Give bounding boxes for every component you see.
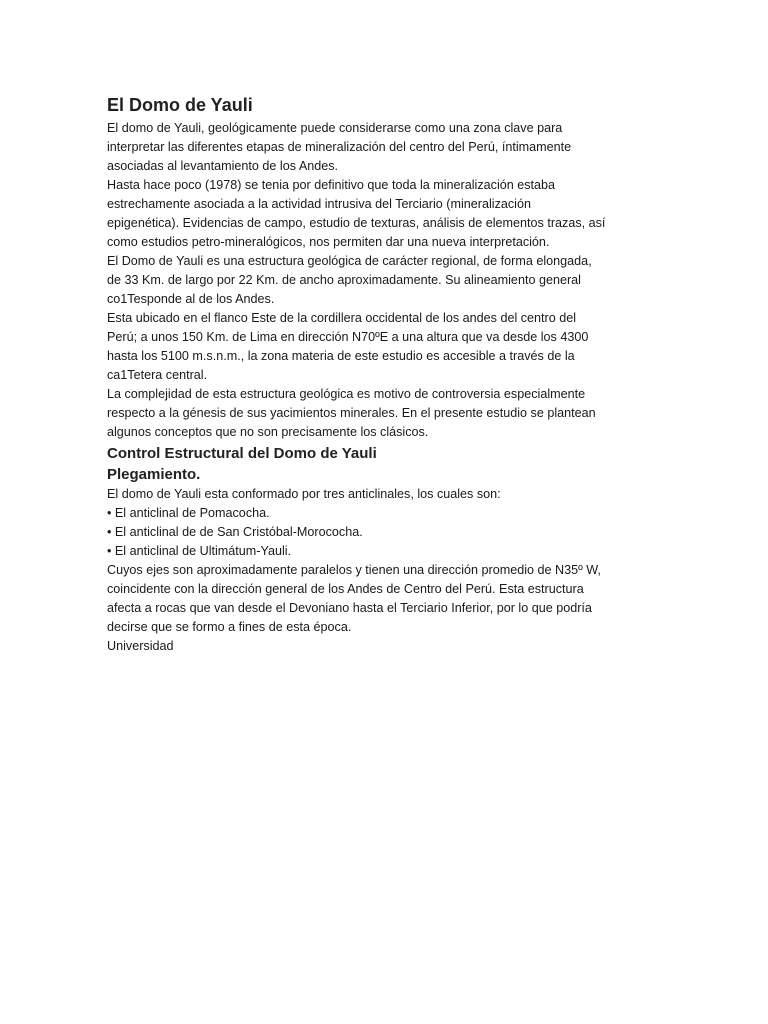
section-heading: Control Estructural del Domo de Yauli: [107, 445, 377, 462]
text-line: coincidente con la dirección general de los Andes de Centro del Perú. Esta estructura: [107, 582, 584, 596]
text-line: respecto a la génesis de sus yacimientos minerales. En el presente estudio se plantean: [107, 406, 596, 420]
text-line: Esta ubicado en el flanco Este de la cordillera occidental de los andes del centro del: [107, 311, 577, 325]
document-title: El Domo de Yauli: [107, 95, 253, 115]
text-line: ca1Tetera central.: [107, 368, 208, 382]
text-line: Universidad: [107, 639, 174, 653]
text-line: de 33 Km. de largo por 22 Km. de ancho aproximadamente. Su alineamiento general: [107, 273, 581, 287]
text-line: hasta los 5100 m.s.n.m., la zona materia de este estudio es accesible a través de la: [107, 349, 575, 363]
text-line: interpretar las diferentes etapas de mineralización del centro del Perú, íntimamente: [107, 140, 572, 154]
text-line: El Domo de Yauli es una estructura geológica de carácter regional, de forma elongada,: [107, 254, 592, 268]
text-line: epigenética). Evidencias de campo, estudio de texturas, análisis de elementos trazas, así: [107, 216, 606, 230]
subsection-heading: Plegamiento.: [107, 466, 201, 483]
text-line: afecta a rocas que van desde el Devoniano hasta el Terciario Inferior, por lo que podría: [107, 601, 592, 615]
text-line: El domo de Yauli, geológicamente puede considerarse como una zona clave para: [107, 121, 563, 135]
text-line: algunos conceptos que no son precisamente los clásicos.: [107, 425, 429, 439]
bullet-item: • El anticlinal de Pomacocha.: [107, 506, 270, 520]
document-page: [107, 93, 655, 656]
folding-body: [107, 485, 655, 656]
text-line: asociadas al levantamiento de los Andes.: [107, 159, 339, 173]
text-line: El domo de Yauli esta conformado por tres anticlinales, los cuales son:: [107, 487, 501, 501]
text-line: co1Tesponde al de los Andes.: [107, 292, 275, 306]
bullet-item: • El anticlinal de Ultimátum-Yauli.: [107, 544, 292, 558]
bullet-item: • El anticlinal de de San Cristóbal-Morococha.: [107, 525, 363, 539]
text-line: estrechamente asociada a la actividad intrusiva del Terciario (mineralización: [107, 197, 531, 211]
text-line: como estudios petro-mineralógicos, nos permiten dar una nueva interpretación.: [107, 235, 550, 249]
text-line: decirse que se formo a fines de esta época.: [107, 620, 352, 634]
text-line: La complejidad de esta estructura geológica es motivo de controversia especialmente: [107, 387, 586, 401]
intro-body: [107, 119, 655, 442]
text-line: Cuyos ejes son aproximadamente paralelos y tienen una dirección promedio de N35º W,: [107, 563, 601, 577]
text-line: Hasta hace poco (1978) se tenia por definitivo que toda la mineralización estaba: [107, 178, 556, 192]
text-line: Perú; a unos 150 Km. de Lima en dirección N70ºE a una altura que va desde los 4300: [107, 330, 589, 344]
